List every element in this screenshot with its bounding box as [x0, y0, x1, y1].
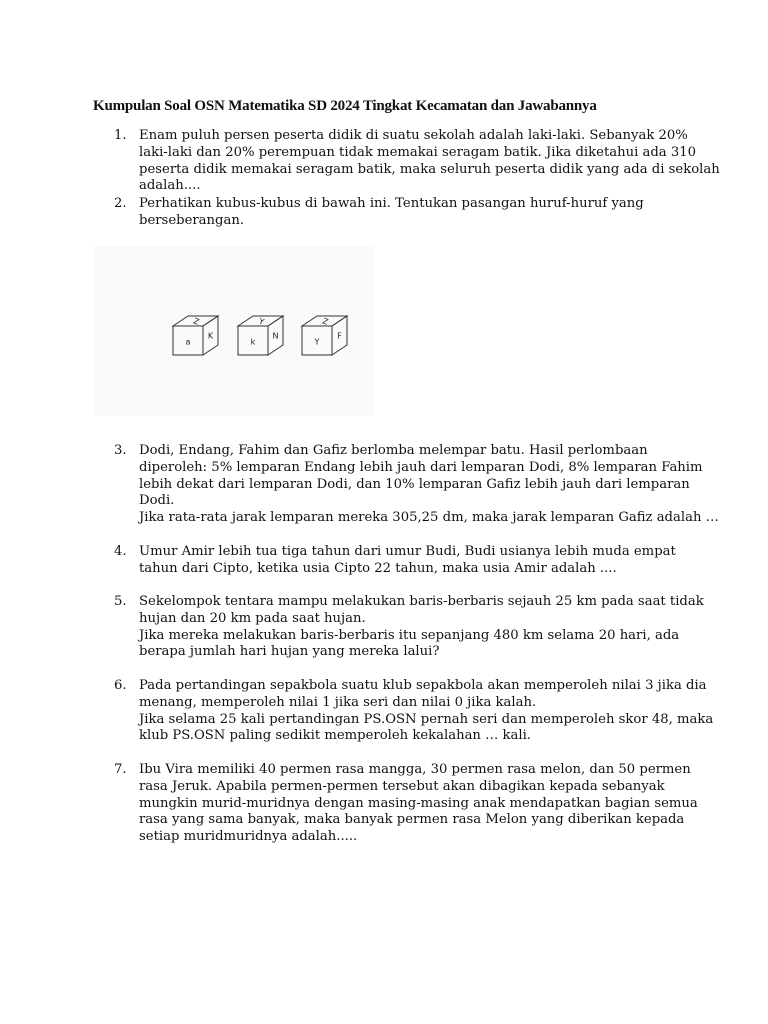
cube-top-letter: Z — [192, 316, 201, 327]
question-line: Jika rata-rata jarak lemparan mereka 305,25 dm, maka jarak lemparan Gafiz adalah … — [139, 510, 719, 526]
question-1 — [114, 128, 720, 195]
question-line: peserta didik memakai seragam batik, maka seluruh peserta didik yang ada di sekolah — [139, 161, 720, 177]
cube-front-letter: k — [250, 337, 256, 347]
cube-side-letter: F — [337, 331, 342, 341]
cube-front-letter: Y — [314, 337, 320, 347]
question-line: laki-laki dan 20% perempuan tidak memakai seragam batik. Jika diketahui ada 310 — [139, 144, 697, 160]
question-3 — [114, 443, 719, 527]
question-line: hujan dan 20 km pada saat hujan. — [139, 610, 366, 626]
question-number: 3. — [114, 443, 127, 458]
question-5 — [114, 594, 704, 661]
question-line: berapa jumlah hari hujan yang mereka lalui? — [139, 644, 440, 660]
cube-front-letter: a — [185, 337, 191, 347]
question-line: berseberangan. — [139, 212, 245, 228]
question-line: Pada pertandingan sepakbola suatu klub sepakbola akan memperoleh nilai 3 jika dia — [139, 678, 707, 693]
document-title: Kumpulan Soal OSN Matematika SD 2024 Tingkat Kecamatan dan Jawabannya — [93, 98, 597, 114]
question-line: Jika mereka melakukan baris-berbaris itu sepanjang 480 km selama 20 hari, ada — [139, 627, 680, 643]
question-line: setiap muridmuridnya adalah..... — [139, 829, 358, 845]
question-4 — [114, 544, 674, 578]
question-line: klub PS.OSN paling sedikit memperoleh kekalahan … kali. — [139, 728, 531, 744]
question-line: adalah.... — [139, 178, 201, 194]
question-number: 1. — [114, 128, 127, 143]
question-number: 7. — [114, 762, 127, 777]
question-line: Enam puluh persen peserta didik di suatu sekolah adalah laki-laki. Sebanyak 20% — [139, 128, 688, 143]
question-line: tahun dari Cipto, ketika usia Cipto 22 tahun, maka usia Amir adalah .... — [139, 560, 617, 576]
question-number: 5. — [114, 594, 127, 609]
question-line: lebih dekat dari lemparan Dodi, dan 10% lemparan Gafiz lebih jauh dari lemparan — [139, 476, 690, 492]
question-line: Ibu Vira memiliki 40 permen rasa mangga, 30 permen rasa melon, dan 50 permen — [139, 762, 691, 777]
cubes-figure — [93, 246, 373, 416]
question-number: 2. — [114, 196, 127, 211]
question-line: Dodi. — [139, 493, 175, 509]
question-line: diperoleh: 5% lemparan Endang lebih jauh dari lemparan Dodi, 8% lemparan Fahim — [139, 459, 703, 475]
cubes-drawing — [93, 246, 373, 416]
question-line: Perhatikan kubus-kubus di bawah ini. Tentukan pasangan huruf-huruf yang — [139, 196, 644, 211]
question-2 — [114, 196, 674, 230]
cube-side-letter: N — [272, 331, 279, 341]
cube-top-letter: Y — [257, 316, 266, 327]
question-line: mungkin murid-muridnya dengan masing-masing anak mendapatkan bagian semua — [139, 795, 698, 811]
question-line: Jika selama 25 kali pertandingan PS.OSN pernah seri dan memperoleh skor 48, maka — [139, 711, 714, 727]
question-line: rasa Jeruk. Apabila permen-permen tersebut akan dibagikan kepada sebanyak — [139, 778, 665, 794]
question-line: Sekelompok tentara mampu melakukan baris-berbaris sejauh 25 km pada saat tidak — [139, 594, 704, 609]
question-line: Dodi, Endang, Fahim dan Gafiz berlomba melempar batu. Hasil perlombaan — [139, 443, 648, 458]
cube-side-letter: K — [207, 331, 214, 341]
question-number: 6. — [114, 678, 127, 693]
question-number: 4. — [114, 544, 127, 559]
question-line: Umur Amir lebih tua tiga tahun dari umur Budi, Budi usianya lebih muda empat — [139, 544, 676, 559]
question-line: rasa yang sama banyak, maka banyak permen rasa Melon yang diberikan kepada — [139, 812, 685, 828]
question-6 — [114, 678, 714, 745]
question-7 — [114, 762, 698, 846]
question-line: menang, memperoleh nilai 1 jika seri dan nilai 0 jika kalah. — [139, 694, 537, 710]
cube-top-letter: Z — [321, 316, 330, 327]
